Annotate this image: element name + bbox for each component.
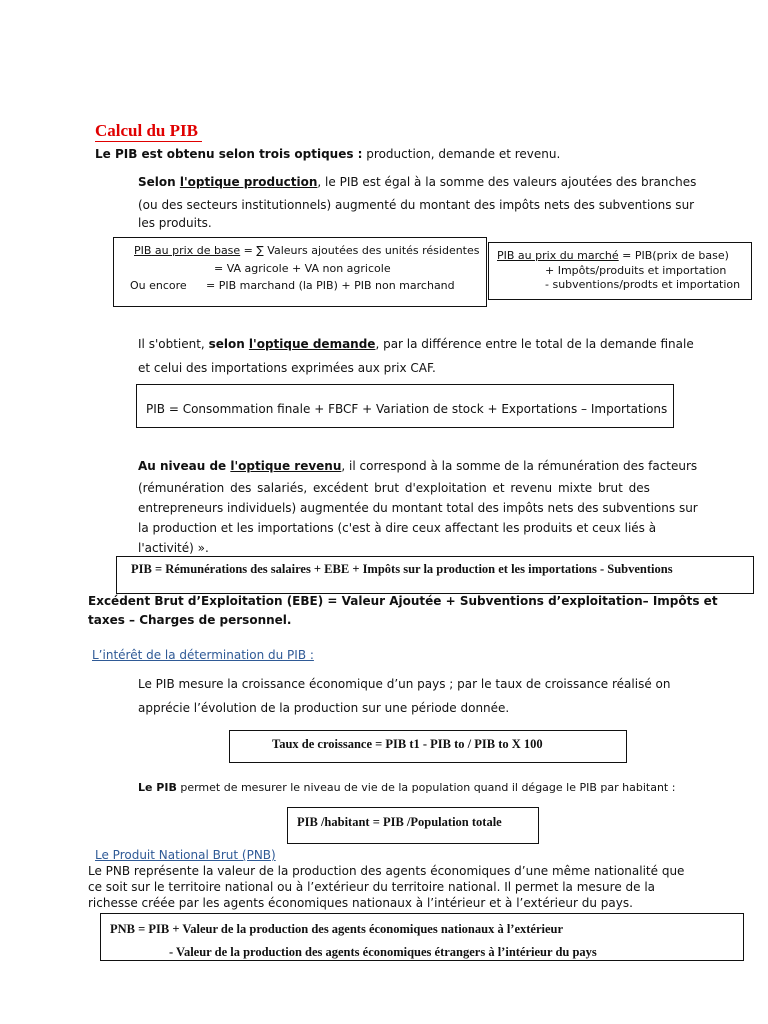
revenu-line-5: l'activité) ». <box>138 541 209 555</box>
demande-bold: selon <box>208 337 249 351</box>
croissance-line-2: apprécie l’évolution de la production sur une période donnée. <box>138 701 510 715</box>
prix-marche-formula: = PIB(prix de base) <box>618 249 729 262</box>
revenu-bold: Au niveau de <box>138 459 231 473</box>
prix-marche-line-3: - subventions/prodts et importation <box>545 278 741 291</box>
prix-base-label: au prix de base <box>151 244 241 257</box>
revenu-line-4: la production et les importations (c'est à dire ceux affectant les produits et ceux liés à <box>138 521 657 535</box>
production-rest: , le PIB est égal à la somme des valeurs ajoutées des branches <box>317 175 697 189</box>
habitant-formula: PIB /habitant = PIB /Population totale <box>297 815 502 829</box>
prix-base-line-3a: Ou encore <box>130 279 187 292</box>
prix-base-pib: PIB <box>134 244 152 257</box>
production-bold: Selon <box>138 175 180 189</box>
revenu-rest: , il correspond à la somme de la rémunération des facteurs <box>341 459 698 473</box>
box-prix-du-marche <box>488 242 752 300</box>
croissance-paragraph <box>138 673 670 719</box>
taux-formula: Taux de croissance = PIB t1 - PIB to / PIB to X 100 <box>272 737 543 751</box>
production-line-1 <box>138 172 697 193</box>
intro-line <box>95 147 560 161</box>
revenu-line-3: entrepreneurs individuels) augmentée du montant total des impôts nets des subventions sur <box>138 501 698 515</box>
ebe-definition <box>88 592 718 630</box>
box-prix-de-base <box>113 237 487 307</box>
niveau-vie-bold: Le PIB <box>138 781 177 794</box>
prix-base-line-1 <box>134 244 480 257</box>
production-line-3: les produits. <box>138 216 212 230</box>
interet-heading: L’intérêt de la détermination du PIB : <box>92 648 314 662</box>
box-optique-demande <box>136 384 674 428</box>
demande-rest: , par la différence entre le total de la demande finale <box>375 337 694 351</box>
page-title <box>95 121 202 142</box>
revenu-line-1 <box>138 456 698 476</box>
croissance-line-1: Le PIB mesure la croissance économique d’un pays ; par le taux de croissance réalisé on <box>138 677 671 691</box>
prix-base-line-2: = VA agricole + VA non agricole <box>214 262 391 275</box>
box-optique-revenu <box>116 556 754 594</box>
prix-marche-line-2: + Impôts/produits et importation <box>545 264 727 277</box>
prix-marche-line-1 <box>497 249 729 262</box>
page-title-text: Calcul du PIB <box>95 121 198 140</box>
optique-demande-link: l'optique demande <box>248 337 376 351</box>
box-taux-croissance <box>229 730 627 763</box>
demande-line-1 <box>138 333 694 355</box>
ebe-line-2: taxes – Charges de personnel. <box>88 613 292 627</box>
pnb-paragraph <box>88 863 685 911</box>
production-line-2: (ou des secteurs institutionnels) augmenté du montant des impôts nets des subventions sur <box>138 198 695 212</box>
pnb-formula-line-1: PNB = PIB + Valeur de la production des agents économiques nationaux à l’extérieur <box>110 922 564 936</box>
optique-revenu-link: l'optique revenu <box>230 459 342 473</box>
revenu-paragraph <box>138 456 698 558</box>
prix-base-line-3b: = PIB marchand (la PIB) + PIB non marchand <box>206 279 455 292</box>
pnb-formula-line-2: - Valeur de la production des agents économiques étrangers à l’intérieur du pays <box>169 945 597 959</box>
intro-rest: production, demande et revenu. <box>362 147 561 161</box>
demande-formula: PIB = Consommation finale + FBCF + Variation de stock + Exportations – Importations <box>146 402 668 416</box>
box-pib-habitant <box>287 807 539 844</box>
demande-start: Il s'obtient, <box>138 337 209 351</box>
intro-bold: Le PIB est obtenu selon trois optiques : <box>95 147 363 161</box>
production-paragraph <box>138 172 697 230</box>
pnb-heading: Le Produit National Brut (PNB) <box>95 848 276 862</box>
pnb-line-2: ce soit sur le territoire national ou à l’extérieur du territoire national. Il permet la mesure de la <box>88 880 656 894</box>
demande-line-2: et celui des importations exprimées aux prix CAF. <box>138 361 436 375</box>
optique-production-link: l'optique production <box>179 175 318 189</box>
pnb-line-3: richesse créée par les agents économiques nationaux à l’intérieur et à l’extérieur du pays. <box>88 896 633 910</box>
box-pnb <box>100 913 744 961</box>
prix-marche-label: PIB au prix du marché <box>497 249 619 262</box>
niveau-vie-line <box>138 781 675 794</box>
niveau-vie-rest: permet de mesurer le niveau de vie de la population quand il dégage le PIB par habitant : <box>176 781 676 794</box>
ebe-line-1: Excédent Brut d’Exploitation (EBE) = Valeur Ajoutée + Subventions d’exploitation– Impôts et <box>88 594 718 608</box>
prix-base-formula: = ∑ Valeurs ajoutées des unités résidentes <box>240 244 480 257</box>
pnb-line-1: Le PNB représente la valeur de la production des agents économiques d’une même nationalité que <box>88 864 685 878</box>
demande-paragraph <box>138 333 694 379</box>
revenu-line-2: (rémunération des salariés, excédent brut d'exploitation et revenu mixte brut des <box>138 481 650 495</box>
revenu-formula: PIB = Rémunérations des salaires + EBE + Impôts sur la production et les importations - Subventions <box>131 562 673 576</box>
